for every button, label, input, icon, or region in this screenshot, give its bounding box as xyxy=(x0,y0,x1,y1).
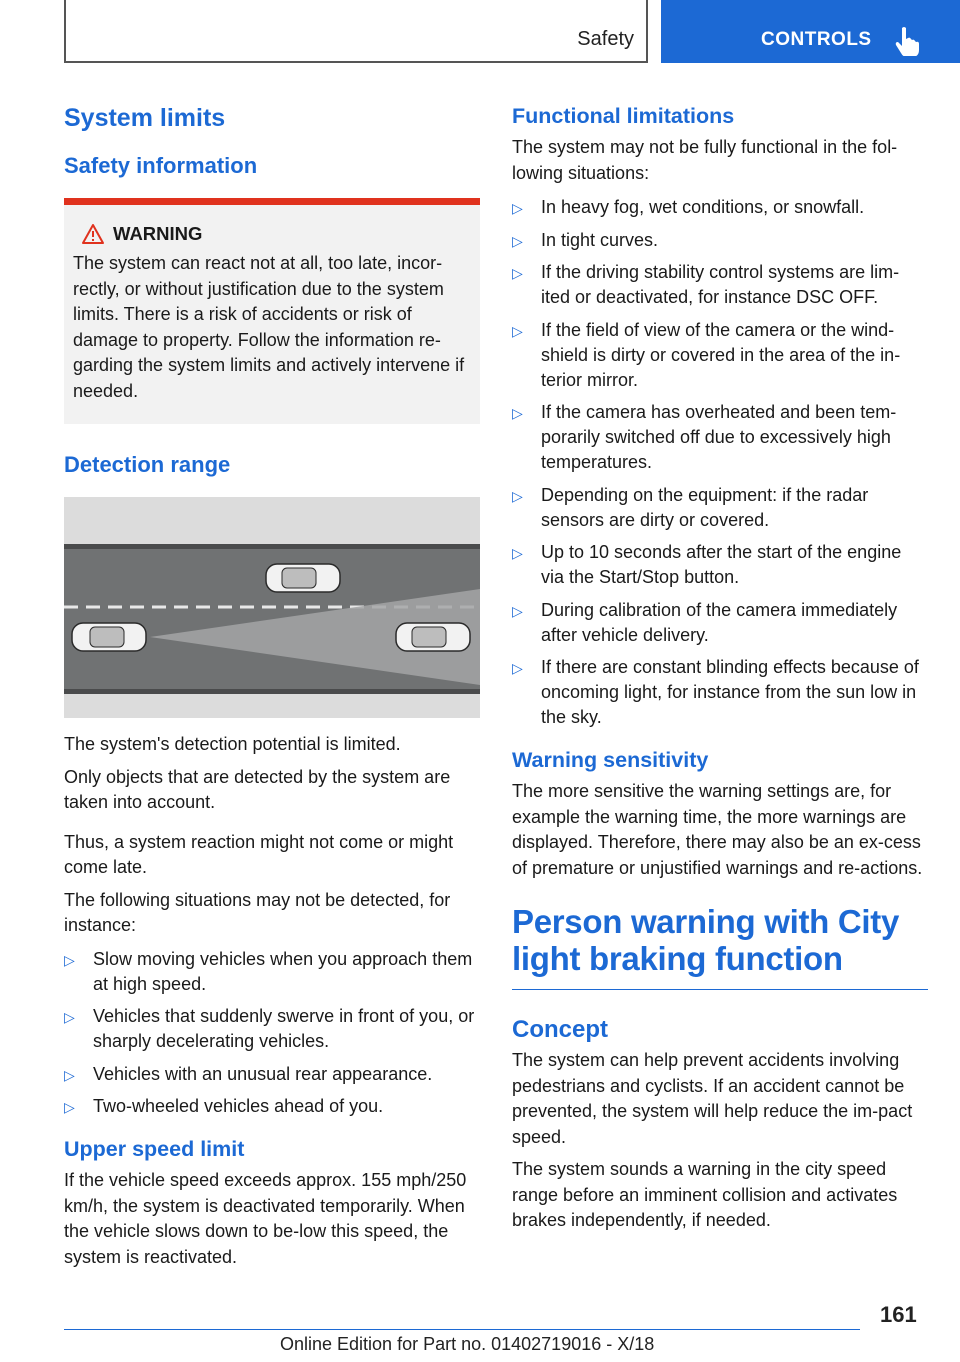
list-item: ▷ If the driving stability control systems are lim-ited or deactivated, for instance DSC OFF. xyxy=(512,262,900,307)
triangle-bullet-icon: ▷ xyxy=(512,602,523,619)
left-column xyxy=(64,100,480,1277)
concept-para-1: The system can help prevent accidents involving pedestrians and cyclists. If an accident cannot be prevented, the system will help reduce the im-pact speed. xyxy=(512,1050,913,1147)
upper-speed-limit-heading: Upper speed limit xyxy=(64,1137,245,1161)
list-item: ▷ Vehicles that suddenly swerve in front of you, or sharply decelerating vehicles. xyxy=(64,1006,475,1051)
header-section-tab xyxy=(64,0,648,63)
page-number: 161 xyxy=(880,1302,917,1327)
footer-divider xyxy=(64,1329,860,1330)
list-item: ▷ Depending on the equipment: if the radar sensors are dirty or covered. xyxy=(512,484,869,530)
detection-range-diagram xyxy=(64,497,480,718)
warning-text: The system can react not at all, too late, incor-rectly, or without justification due to the system limits. There is a risk of accidents or risk of damage to property. Follow the information re-garding the system limits and actively intervene if needed. xyxy=(73,253,465,401)
triangle-bullet-icon: ▷ xyxy=(512,545,523,561)
functional-limitations-heading: Functional limitations xyxy=(512,104,735,128)
list-item: ▷ Up to 10 seconds after the start of the engine via the Start/Stop button. xyxy=(512,542,902,587)
triangle-bullet-icon: ▷ xyxy=(512,660,523,676)
triangle-bullet-icon: ▷ xyxy=(512,265,523,281)
warning-sensitivity-text: The more sensitive the warning settings are, for example the warning time, the more warnings are displayed. Therefore, there may also be an ex-cess of premature or unjustified warnings and re-actions. xyxy=(512,781,923,878)
header-section-label: Safety xyxy=(577,28,634,50)
footer-edition: Online Edition for Part no. 01402719016 - X/18 xyxy=(280,1334,655,1354)
upper-speed-limit-text: If the vehicle speed exceeds approx. 155 mph/250 km/h, the system is deactivated temporarily. When the vehicle slows down to be-low this speed, the system is reactivated. xyxy=(64,1170,467,1267)
list-item: ▷ Slow moving vehicles when you approach them at high speed. xyxy=(64,948,473,994)
warning-sensitivity-heading: Warning sensitivity xyxy=(512,748,709,772)
detection-para-3: Thus, a system reaction might not come or might come late. xyxy=(64,831,454,877)
functional-intro: The system may not be fully functional in the fol-lowing situations: xyxy=(512,137,898,183)
concept-para-2: The system sounds a warning in the city speed range before an imminent collision and activates brakes independently, if needed. xyxy=(512,1159,898,1230)
list-item: ▷ In tight curves. xyxy=(512,228,928,253)
list-item: ▷ If there are constant blinding effects because of oncoming light, for instance from the sun low in the sky. xyxy=(512,657,919,727)
system-limits-title: System limits xyxy=(64,104,226,132)
detection-para-2: Only objects that are detected by the system are taken into account. xyxy=(64,766,451,812)
detection-para-1: The system's detection potential is limited. xyxy=(64,734,401,754)
triangle-bullet-icon: ▷ xyxy=(512,200,523,216)
warning-title xyxy=(81,223,471,245)
vehicle-ahead-same-lane xyxy=(396,623,470,651)
list-item: ▷ Vehicles with an unusual rear appearance. xyxy=(64,1062,480,1087)
detection-para-4: The following situations may not be detected, for instance: xyxy=(64,889,451,935)
warning-label: WARNING xyxy=(113,223,203,244)
functional-limitations-list xyxy=(512,195,928,730)
undetected-situations-list xyxy=(64,947,480,1120)
triangle-bullet-icon: ▷ xyxy=(64,951,75,968)
triangle-bullet-icon: ▷ xyxy=(64,1066,75,1083)
right-column xyxy=(512,100,928,1241)
heading-divider xyxy=(512,989,928,990)
own-vehicle xyxy=(72,623,146,651)
vehicle-ahead-adjacent-lane xyxy=(266,564,340,592)
triangle-bullet-icon: ▷ xyxy=(512,322,523,339)
warning-triangle-icon xyxy=(81,223,105,245)
triangle-bullet-icon: ▷ xyxy=(512,405,523,421)
detection-range-heading: Detection range xyxy=(64,452,231,477)
list-item: ▷ Two-wheeled vehicles ahead of you. xyxy=(64,1094,480,1119)
list-item: ▷ In heavy fog, wet conditions, or snowfall. xyxy=(512,195,928,220)
triangle-bullet-icon: ▷ xyxy=(64,1099,75,1115)
list-item: ▷ If the field of view of the camera or the wind-shield is dirty or covered in the area of the in-terior mirror. xyxy=(512,319,901,390)
warning-box xyxy=(64,198,480,424)
safety-information-heading: Safety information xyxy=(64,153,258,178)
person-warning-heading: Person warning with City light braking function xyxy=(512,903,900,977)
hand-pointer-icon xyxy=(894,26,920,56)
header-chapter-tab xyxy=(661,0,960,63)
concept-heading: Concept xyxy=(512,1016,608,1043)
list-item: ▷ During calibration of the camera immediately after vehicle delivery. xyxy=(512,599,898,645)
header-chapter-label: CONTROLS xyxy=(761,29,872,50)
triangle-bullet-icon: ▷ xyxy=(512,487,523,504)
list-item: ▷ If the camera has overheated and been tem-porarily switched off due to excessively high temperatures. xyxy=(512,402,897,472)
triangle-bullet-icon: ▷ xyxy=(64,1009,75,1025)
triangle-bullet-icon: ▷ xyxy=(512,232,523,249)
